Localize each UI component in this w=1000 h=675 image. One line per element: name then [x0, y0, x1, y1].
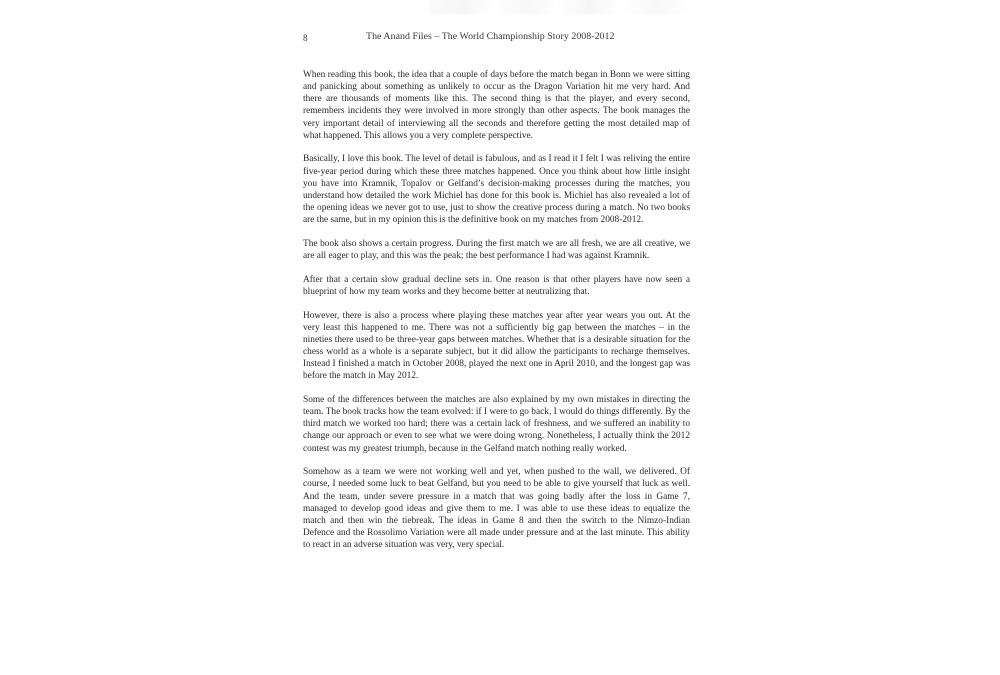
- paragraph: The book also shows a certain progress. During the first match we are all fresh, we are all creative, we are all eager to play, and this was the peak; the best performance I had was against Kramnik.: [303, 238, 690, 262]
- page-text-block: [303, 30, 690, 551]
- paragraph: Somehow as a team we were not working well and yet, when pushed to the wall, we delivered. Of course, I needed some luck to beat Gelfand, but you need to be able to give yourself that luck as well. And the team, under severe pressure in a match that was going badly after the loss in Game 7, managed to develop good ideas and give them to me. I was able to use these ideas to equalize the match and then win the tiebreak. The ideas in Game 8 and then the switch to the Nimzo-Indian Defence and the Rossolimo Variation were all made under pressure and at the last minute. This ability to react in an adverse situation was very, very special.: [303, 467, 690, 551]
- paragraph: Some of the differences between the matches are also explained by my own mistakes in directing the team. The book tracks how the team evolved: if I were to go back, I would do things differently. By the third match we worked too hard; there was a certain lack of freshness, and we suffered an inability to change our approach or even to see what we were doing wrong. Nonetheless, I actually think the 2012 contest was my greatest triumph, because in the Gelfand match nothing really worked.: [303, 394, 690, 454]
- running-head: [303, 30, 690, 50]
- body-copy: [303, 69, 690, 551]
- paragraph: Basically, I love this book. The level of detail is fabulous, and as I read it I felt I was reliving the entire five-year period during which these three matches happened. Once you think about how little insight you have into Kramnik, Topalov or Gelfand’s decision-making processes during the matches, you understand how detailed the work Michiel has done for this book is. Michiel has also revealed a lot of the opening ideas we never got to use, just to show the creative process during a match. No two books are the same, but in my opinion this is the definitive book on my matches from 2008-2012.: [303, 154, 690, 226]
- paragraph: When reading this book, the idea that a couple of days before the match began in Bonn we were sitting and panicking about something as unlikely to occur as the Dragon Variation hit me very hard. And there are thousands of moments like this. The second thing is that the player, and every second, remembers incidents they were involved in more strongly than other aspects. The book manages the very important detail of interviewing all the seconds and therefore getting the most detailed map of what happened. This allows you a very complete perspective.: [303, 70, 690, 141]
- scan-bleed-artifact: [430, 0, 720, 14]
- paragraph: However, there is also a process where playing these matches year after year wears you out. At the very least this happened to me. There was not a sufficiently big gap between the matches – in the nineties there used to be three-year gaps between matches. Whether that is a desirable situation for the chess world as a whole is a separate subject, but it did allow the participants to recharge themselves. Instead I finished a match in October 2008, played the next one in April 2010, and the longest gap was before the match in May 2012.: [303, 310, 690, 382]
- running-head-title: The Anand Files – The World Championship Story 2008-2012: [366, 31, 615, 42]
- page-number: 8: [303, 33, 308, 43]
- paragraph: After that a certain slow gradual decline sets in. One reason is that other players have now seen a blueprint of how my team works and they become better at neutralizing that.: [303, 274, 690, 297]
